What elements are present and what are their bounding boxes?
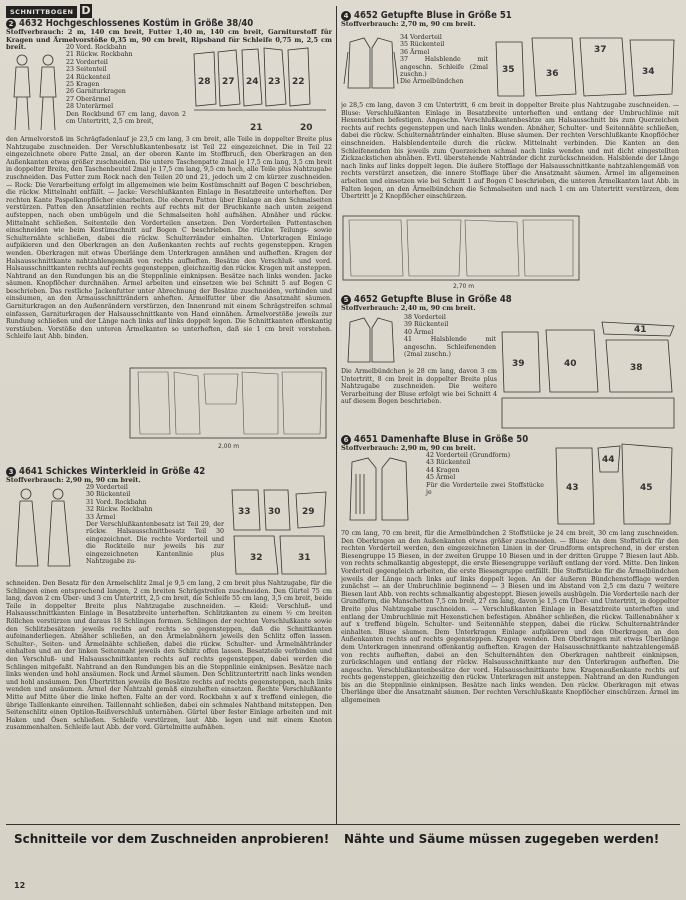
costume-sketch — [8, 52, 63, 134]
svg-text:30: 30 — [268, 507, 281, 517]
instructions-4652-51: je 28,5 cm lang, davon 3 cm Untertritt, 6 cm breit in doppelter Breite plus Nahtzugabe zuschneiden. — Bluse: Verschlußkanten Einlage in Besatzbreite unterheften und entlang der Umbruchlinie mit Hexenstichen befestigen. Angeschn. Verschlußkantenbesätze am Halsausschnitt bis zum Querzeichen rechts auf rechts gegensteppen und nach links wenden. Abnäher, Schulter- und Seitennähte schließen, dabei die rückw. Schulternahtränder einhalten. Bluse säumen. Der rechten Verschlußkante Knopflöcher einschneiden. Halsblendenteile durch die rückw. Mittelnaht verbinden. Die Kanten an den Schleifenenden bis jeweils zum Querzeichen schmal nach links wenden und mit dicht eingestellten Zickzackstichen abnähen. Evtl. überstehende Nahtränder dicht zurückschneiden. Halsblende der Länge nach links auf links doppelt legen. Die äußere Stofflage der Halsausschnittkante nahtzahlengemäß von rechts verstürzt ansetzen, die innere Stofflage über die Ansatznaht säumen. Ärmel im allgemeinen arbeiten und einsetzen wie bei Schnitt 1 auf Bogen C beschrieben, die unteren Ärmelkanten laut Abb. in Falten legen, an den Ärmelbündchen die Schmalseiten und nach 1 cm am Untertritt verstürzen, dem Übertritt je 2 Knopflöcher einschürzen. — [341, 102, 679, 201]
column-divider — [336, 6, 337, 824]
svg-text:36: 36 — [546, 69, 559, 79]
pattern-layout-4652-48 — [498, 312, 678, 432]
cutting-layout-4652-51 — [341, 212, 581, 290]
svg-text:20: 20 — [300, 123, 313, 133]
svg-text:23: 23 — [268, 77, 281, 87]
dress-sketch — [8, 486, 80, 574]
svg-text:39: 39 — [512, 359, 525, 369]
svg-text:28: 28 — [198, 77, 211, 87]
instructions-4652-48: Die Ärmelbündchen je 28 cm lang, davon 3 cm Untertritt, 8 cm breit in doppelter Breite plus Nahtzugabe zuschneiden. Die weitere Verarbeitung der Bluse erfolgt wie bei Schnitt 4 auf diesem Bogen beschrieben. — [341, 368, 497, 406]
svg-text:22: 22 — [292, 77, 305, 87]
pattern-layout-4652-51 — [492, 34, 678, 100]
svg-text:34: 34 — [642, 67, 655, 77]
fabric-usage: Stoffverbrauch: 2,70 m, 90 cm breit. — [341, 20, 476, 28]
svg-text:24: 24 — [246, 77, 259, 87]
sheet-letter: D — [81, 4, 91, 17]
svg-text:31: 31 — [298, 553, 311, 563]
fabric-usage: Stoffverbrauch: 2,40 m, 90 cm breit. — [341, 304, 476, 312]
fabric-usage: Stoffverbrauch: 2,90 m, 90 cm breit. — [341, 444, 476, 452]
section-title: 6 4651 Damenhafte Bluse in Größe 50 — [341, 434, 679, 445]
parts-list-4652-51: 34 Vorderteil 35 Rückenteil 36 Ärmel 37 Halsblende mit angeschn. Schleife (2mal zuschn.) Die Ärmelbündchen — [400, 34, 488, 86]
parts-list-4641: 29 Vorderteil 30 Rückenteil 31 Vord. Rockbahn 32 Rückw. Rockbahn 33 Ärmel Der Verschlußkantenbesatz ist Teil 29, der rückw. Halsausschnittbesatz Teil 30 eingezeichnet. Die rechte Vorderteil und die Rockteile nur jeweils bis zur eingezeichneten Kantenlinie plus Nahtzugabe zu- — [86, 484, 224, 566]
instructions-4641: schneiden. Den Besatz für den Ärmelschlitz 2mal je 9,5 cm lang, 2 cm breit plus Nahtzugabe, für die Schlingen einen entsprechend langen, 2 cm breiten Schrägstreifen zuschneiden. Den Gürtel 75 cm lang, davon 2 cm Über- und 3 cm Untertritt, 2,5 cm breit, die Schleife 55 cm lang, 3,5 cm breit, beide Teile in doppelter Breite plus Nahtzugabe zuschneiden. — Kleid: Verschluß- und Halsausschnittkanten Einlage in Besatzbreite unterheften. Schlitzkanten zu einem ½ cm breiten Röllchen verstürzen und daraus 18 Schlingen formen. Schlingen der rechten Verschlußkante sowie den Schlitzbesätzen jeweils rechts auf rechts so gegensteppen, daß die Schnittkanten aufeinanderliegen. Abnäher schließen, an den Ärmelabnähern jeweils den Schlitz offen lassen. Schulter-, Seiten- und Ärmelnähte schließen, dabei die rückw. Schulter- und Ärmelnähtränder einhalten und an der linken Seitennaht jeweils den Schlitz offen lassen. Besatzteile verbinden und den Verschluß- und Halsausschnittkanten rechts auf rechts gegensteppen, dabei werden die Schlingen mitgefaßt. Nahtrand an den Rundungen bis an die Steppnlinie einknipsen. Besätze nach links wenden und hohl ansäumen. Rock und Ärmel säumen. Den Schlitzuntertritt nach links wenden und hohl ansäumen. Den Übertritten jeweils die Besätze rechts auf rechts gegensteppen, nach links wenden und ansäumen. Ärmel der Nahtzahl gemäß einzuheften einsetzen. Rechte Verschlußkante Mitte auf Mitte über die linke heften. Falte an der vord. Rockbahn x auf x treffend einlegen, die übrige Taillenkante einreihen. Taillennaht schließen, dabei ein schmales Nahtband mitsteppen. Den Seitenschlitz einen Optilon-Reißverschluß unternähen. Gürtel über fester Einlage arbeiten und mit Haken und Ösen schließen. Schleife verstürzen, laut Abb. legen und mit einem Knoten zusammenhalten. Schleife laut Abb. der vord. Gürtelmitte aufnähen. — [6, 580, 332, 732]
svg-text:32: 32 — [250, 553, 263, 563]
parts-list-4632: 20 Vord. Rockbahn 21 Rückw. Rockbahn 22 Vorderteil 23 Seitenteil 24 Rückenteil 25 Kragen 26 Garniturkragen 27 Oberärmel 28 Unterärmel Den Rockbund 67 cm lang, davon 2 cm Untertritt, 2,5 cm breit, — [66, 44, 186, 126]
section-4641 — [6, 466, 332, 485]
fabric-usage: Stoffverbrauch: 2 m, 140 cm breit, Futter 1,40 m, 140 cm breit, Garniturstoff für Kragen und Ärmelvorstöße 0,35 m, 90 cm breit, Ripsband für Schleife 0,75 m, 2,5 cm breit. — [6, 28, 332, 52]
svg-text:45: 45 — [640, 483, 653, 493]
section-4652-51 — [341, 10, 679, 29]
instructions-4651: 70 cm lang, 70 cm breit, für die Ärmelbündchen 2 Stoffstücke je 24 cm breit, 30 cm lang zuschneiden. Den Oberkragen an den Außenkanten etwas größer zuschneiden. — Bluse: An dem Stoffstück für den rechten Vorderteil werden, den eingezeichneten Linien in der Grundform entsprechend, in der ersten Biesengruppe 15 Biesen, in der zweiten Gruppe 10 Biesen und in der dritten Gruppe 7 Biesen laut Abb. von rechts schmalkantig abgesteppt, die erste Biesengruppe verläuft entlang der vord. Mitte. Den linken Vorderteil gegengleich arbeiten, die erste Biesengruppe entfällt. Die Stoffstücke für die Ärmelbündchen jeweils der Länge nach links auf links doppelt legen. An der äußeren Bündchenstofflage werden zunächst — an der Umbruchlinie beginnend — 3 Biesen und im Abstand von 2,5 cm dazu 7 weitere Biesen laut Abb. von rechts schmalkantig abgesteppt. Biesen jeweils ausbügeln. Die Vorderteile nach der Grundform, die Manschetten 7,5 cm breit, 27 cm lang, davon je 1,5 cm Über- und Untertritt, in doppelter Breite plus Nahtzugabe zuschneiden. — Verschlußkanten Einlage in Besatzbreite unterheften und entlang der Umbruchlinie mit Hexenstichen befestigen. Abnäher schließen, die rückw. Taillenabnäher x auf x treffend bügeln. Schulter- und Seitennähte steppen, dabei die rückw. Schulternahtränder einhalten. Bluse säumen. Dem Unterkragen Einlage aufpikieren und den Oberkragen an den Außenkanten rechts auf rechts gegensteppen. Kragen wenden. Den Oberkragen mit etwas Überlänge dem Unterkragen innenrand offenkantig aufheften. Kragen der Halsausschnittkante nahtzahlengemäß von rechts aufheften, dabei an den Schulternähten den Oberkragen nahtbreit einknipsen, zurückschlagen und entlang der rückw. Halsausschnittkante nur den Unterkragen aufheften. Die angeschn. Verschlußkantenbesätze der vord. Halsausschnittkante bzw. Kragenaußenkante rechts auf rechts gegensteppen, gleichzeitig den rückw. Unterkragen mit ansteppen. Nahtrand an den Rundungen bis an die Steppnlinie einknipsen. Besätze nach links wenden. Den rückw. Oberkragen mit etwas Überlänge über die Ansatznaht säumen. Der rechten Verschlußkante Knopflöcher einschürzen. Ärmel im allgemeinen — [341, 530, 679, 705]
svg-text:38: 38 — [630, 363, 643, 373]
svg-text:2,70 m: 2,70 m — [453, 283, 475, 290]
svg-text:35: 35 — [502, 65, 515, 75]
section-title: 2 4632 Hochgeschlossenes Kostüm in Größe 38/40 — [6, 18, 332, 29]
section-title: 3 4641 Schickes Winterkleid in Größe 42 — [6, 466, 332, 477]
section-4652-48 — [341, 294, 679, 313]
parts-list-4651: 42 Vorderteil (Grundform) 43 Rückenteil 44 Kragen 45 Ärmel Für die Vorderteile zwei Stoffstücke je — [426, 452, 544, 497]
parts-list-4652-48: 38 Vorderteil 39 Rückenteil 40 Ärmel 41 Halsblende mit angeschn. Schleifenenden (2mal zuschn.) — [404, 314, 496, 359]
blouse-sketch-48 — [342, 316, 402, 366]
svg-text:29: 29 — [302, 507, 315, 517]
section-title: 4 4652 Getupfte Bluse in Größe 51 — [341, 10, 679, 21]
svg-text:41: 41 — [634, 325, 647, 335]
pattern-layout-4651 — [552, 438, 678, 528]
page-number: 12 — [14, 881, 26, 890]
blouse-sketch-51 — [342, 34, 400, 92]
footer-note-try-on: Schnitteile vor dem Zuschneiden anprobieren! — [14, 832, 330, 846]
svg-text:2,00 m: 2,00 m — [218, 443, 240, 450]
svg-text:44: 44 — [602, 455, 615, 465]
footer-rule — [6, 824, 680, 825]
svg-text:33: 33 — [238, 507, 251, 517]
svg-text:27: 27 — [222, 77, 235, 87]
fabric-usage: Stoffverbrauch: 2,90 m, 90 cm breit. — [6, 476, 141, 484]
instructions-4632: den Ärmelvorstoß im Schrägfadenlauf je 23,5 cm lang, 3 cm breit, alle Teile in doppelter Breite plus Nahtzugabe zuschneiden. Der Verschlußkantenbesatz ist Teil 22 eingezeichnet. Die in Teil 22 eingezeichnete obere Patte 2mal, an der oberen Kante im Stoffbruch, den Oberkragen an den Außenkanten etwas größer zuschneiden. Die untere Taschenpatte 2mal je 17,5 cm lang, 3,5 cm breit in doppelter Breite, den Taschenbeutel 2mal je 17,5 cm lang, 9,5 cm hoch, alle Teile plus Nahtzugabe zuschneiden. Das Futter zum Rock nach den Teilen 20 und 21, jedoch um 2 cm kürzer zuschneiden. — Rock: Die Verarbeitung erfolgt im allgemeinen wie beim Kostümschnitt auf Bogen C beschrieben, die rückw. Mittelnaht entfällt. — Jacke: Verschlußkanten Einlage in Besatzbreite unterheften. Der rechten Kante Paspelknopflöcher einarbeiten. Die oberen Patten über Einlage an den Schmalseiten verstürzen. Patten den Ansatzlinien rechts auf rechts mit der Bruchkante nach unten zeigend aufsteppen, nach oben umbügeln und die Schmalseiten hohl aufnähen. Abnäher und rückw. Mittelnaht schließen. Seitenteile den Vorderteilen ansetzen. Den Vorderteilen Pattentaschen einschneiden wie beim Kostümschnitt auf Bogen C beschrieben. Die rückw. Teilungs- sowie Schulternähte schließen, dabei die rückw. Schulterränder einhalten. Unterkragen Einlage aufpikieren und den Oberkragen an den Außenkanten rechts auf rechts gegensteppen. Kragen wenden. Oberkragen mit etwas Überlänge dem Unterkragen annähen und aufheften. Kragen der Halsausschnittkante nahtzahlengemäß von rechts aufheften. Besätze den Verschluß- und vord. Halsausschnittkanten rechts auf rechts gegensteppen, gleichzeitig den rückw. Kragen mit ansteppen. Nahtrand an den Rundungen bis an die Steppnlinie einknipsen. Besätze nach links wenden. Jacke säumen. Knopflöcher durchnähen. Ärmel arbeiten und einsetzen wie bei Schnitt 5 auf Bogen C beschrieben. Das restliche Jackenfutter unter Abrechnung der Besätze zuschneiden, verbinden und einsäumen, an den Armausschnitträndern anheften. Ärmelfutter über die Ansatznaht säumen. Garniturkragen an den Außenrändern verstürzen, den Innenrand mit einem Schrägstreifen schmal einfassen, Garniturkragen der Halsausschnittkante von Hand einnähen. Ärmelvorstöße jeweils zur Rundung schließen und der Länge nach links auf links doppelt legen. Die Schnittkanten offenkantig verstäuben. Vorstöße den unteren Ärmelkanten so unterheften, daß sie 1 cm breit vorstehen. Schleife laut Abb. binden. — [6, 136, 332, 341]
svg-text:43: 43 — [566, 483, 579, 493]
svg-text:40: 40 — [564, 359, 577, 369]
svg-text:21: 21 — [250, 123, 263, 133]
pattern-layout-4641 — [228, 486, 332, 578]
svg-text:37: 37 — [594, 45, 607, 55]
footer-note-seams: Nähte und Säume müssen zugegeben werden! — [344, 832, 660, 846]
section-title: 5 4652 Getupfte Bluse in Größe 48 — [341, 294, 679, 305]
pattern-layout-4632 — [190, 44, 330, 139]
schnittbogen-badge: SCHNITTBOGEN — [6, 6, 77, 18]
cutting-layout-4632 — [128, 364, 328, 452]
blouse-sketch-50 — [342, 454, 424, 524]
